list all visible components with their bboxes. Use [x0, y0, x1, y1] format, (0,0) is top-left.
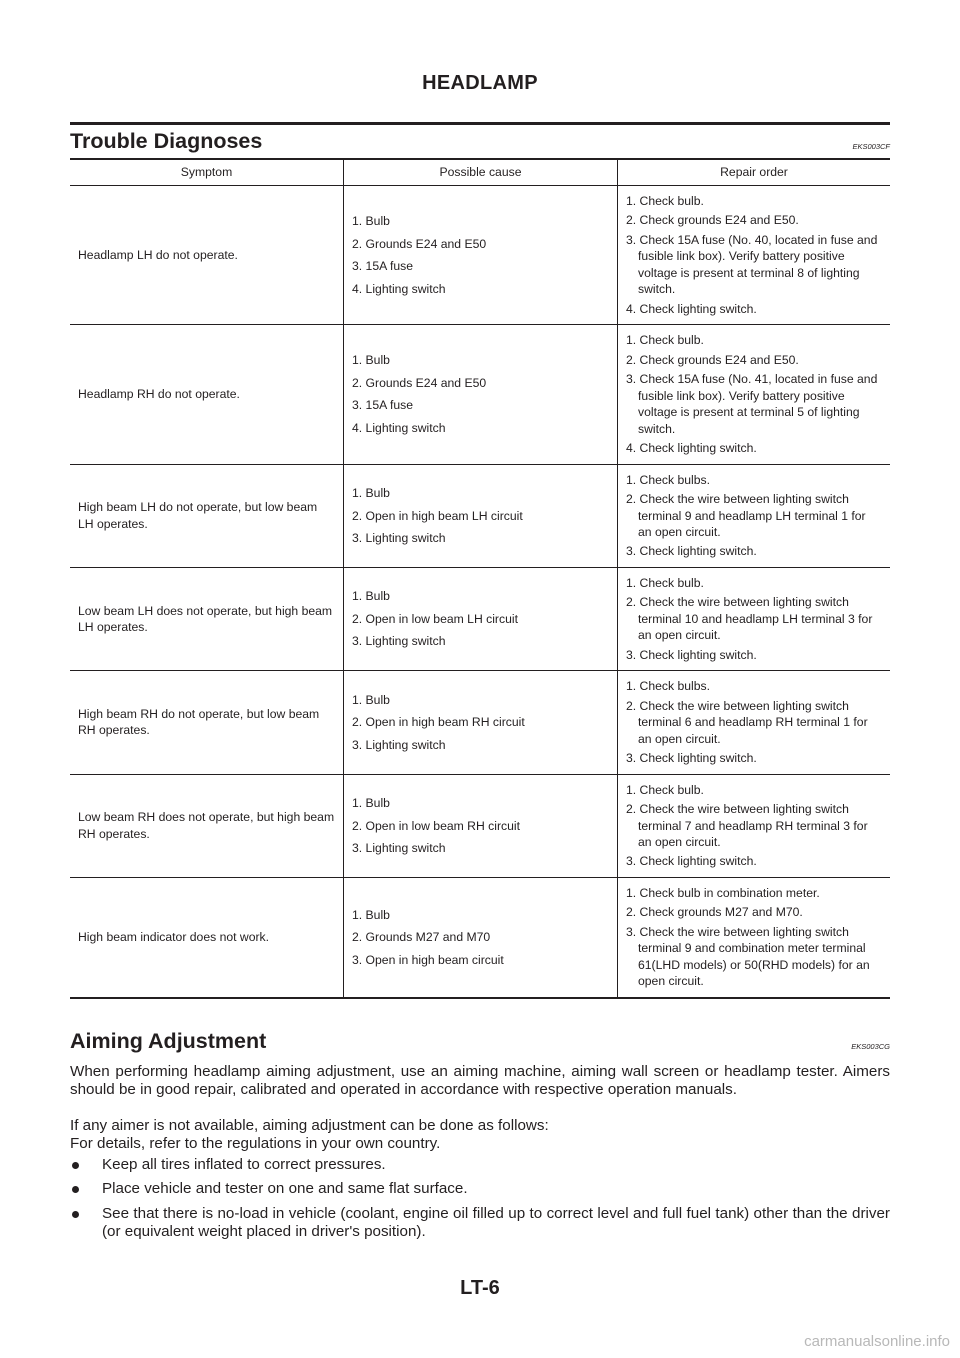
- cause-item: 3. 15A fuse: [352, 398, 413, 413]
- bullet-text: Keep all tires inflated to correct pressures.: [102, 1156, 386, 1173]
- repair-step: 3. Check lighting switch.: [626, 544, 757, 559]
- page-header-title: HEADLAMP: [422, 72, 538, 94]
- symptom-cell: Headlamp LH do not operate.: [70, 186, 344, 325]
- repair-step: 1. Check bulb.: [626, 575, 704, 590]
- possible-cause-cell: [344, 671, 618, 774]
- repair-step: 3. Check 15A fuse (No. 41, located in fuse and fusible link box). Verify battery positive voltage is present at terminal 5 of lighting switch.: [626, 372, 878, 436]
- possible-cause-cell: [344, 877, 618, 997]
- list-item: [70, 1205, 890, 1242]
- cause-item: 1. Bulb: [352, 589, 390, 604]
- cause-item: 1. Bulb: [352, 353, 390, 368]
- bullet-icon: [72, 1186, 79, 1193]
- repair-order-cell: [618, 186, 891, 325]
- cause-item: 4. Lighting switch: [352, 281, 446, 296]
- repair-step: 4. Check lighting switch.: [626, 301, 757, 316]
- repair-order-cell: [618, 325, 891, 464]
- cause-item: 4. Lighting switch: [352, 420, 446, 435]
- repair-order-cell-list: [626, 678, 882, 766]
- table-row: [70, 464, 890, 567]
- repair-step: 1. Check bulb.: [626, 333, 704, 348]
- possible-cause-cell: [344, 774, 618, 877]
- repair-step: 2. Check the wire between lighting switch terminal 10 and headlamp LH terminal 3 for an open circuit.: [626, 595, 873, 643]
- cause-item: 1. Bulb: [352, 692, 390, 707]
- possible-cause-cell-list: [352, 795, 609, 856]
- bullet-text: See that there is no-load in vehicle (coolant, engine oil filled up to correct level and full fuel tank) other than the driver (or equivalent weight placed in driver's position).: [102, 1204, 890, 1240]
- cause-item: 2. Open in high beam LH circuit: [352, 508, 523, 523]
- list-item: [70, 1156, 890, 1174]
- symptom-cell: Low beam RH does not operate, but high beam RH operates.: [70, 774, 344, 877]
- repair-step: 3. Check lighting switch.: [626, 751, 757, 766]
- bullet-text: Place vehicle and tester on one and same flat surface.: [102, 1180, 468, 1198]
- cause-item: 2. Open in high beam RH circuit: [352, 715, 525, 730]
- paragraph-line: For details, refer to the regulations in your own country.: [70, 1135, 441, 1153]
- repair-order-cell-list: [626, 782, 882, 870]
- table-row: [70, 671, 890, 774]
- repair-order-cell: [618, 464, 891, 567]
- repair-step: 3. Check 15A fuse (No. 40, located in fuse and fusible link box). Verify battery positive voltage is present at terminal 8 of lighting switch.: [626, 232, 878, 297]
- symptom-cell: High beam indicator does not work.: [78, 930, 270, 945]
- cause-item: 1. Bulb: [352, 486, 390, 501]
- cause-item: 3. Lighting switch: [352, 634, 446, 649]
- cause-item: 1. Bulb: [352, 907, 390, 922]
- repair-step: 3. Check lighting switch.: [626, 647, 757, 662]
- symptom-cell: High beam RH do not operate, but low beam RH operates.: [70, 671, 344, 774]
- aiming-adjustment-heading: [70, 1024, 890, 1054]
- list-item: [70, 1180, 890, 1198]
- repair-step: 2. Check grounds M27 and M70.: [626, 905, 803, 920]
- table-row: [70, 567, 890, 670]
- symptom-cell: Headlamp RH do not operate.: [70, 325, 344, 464]
- table-row: [70, 774, 890, 877]
- cause-item: 2. Grounds E24 and E50: [352, 236, 487, 251]
- repair-order-cell-list: [626, 575, 882, 663]
- watermark: carmanualsonline.info: [804, 1333, 950, 1350]
- symptom-cell: Low beam LH does not operate, but high beam LH operates.: [70, 567, 344, 670]
- possible-cause-cell: [344, 186, 618, 325]
- table-row: [70, 186, 890, 325]
- cause-item: 1. Bulb: [352, 214, 390, 229]
- cause-item: 1. Bulb: [352, 796, 390, 811]
- repair-step: 4. Check lighting switch.: [626, 441, 757, 456]
- section-code: EKS003CG: [851, 1042, 890, 1051]
- repair-step: 2. Check grounds E24 and E50.: [626, 352, 799, 367]
- cause-item: 2. Open in low beam LH circuit: [352, 611, 518, 626]
- repair-order-cell: [618, 877, 891, 997]
- symptom-cell: High beam LH do not operate, but low beam LH operates.: [70, 464, 344, 567]
- repair-order-cell: [618, 671, 891, 774]
- table-header-row: [70, 159, 890, 186]
- possible-cause-cell-list: [352, 692, 609, 753]
- aiming-bullet-list: [70, 1156, 890, 1247]
- cause-item: 3. Open in high beam circuit: [352, 952, 504, 967]
- possible-cause-cell-list: [352, 352, 609, 436]
- repair-step: 2. Check grounds E24 and E50.: [626, 213, 799, 228]
- section-code: EKS003CF: [852, 142, 890, 151]
- cause-item: 3. Lighting switch: [352, 841, 446, 855]
- repair-step: 3. Check the wire between lighting switch terminal 9 and combination meter terminal 61(LHD models) or 50(RHD models) for an open circuit.: [626, 924, 870, 989]
- possible-cause-cell: [344, 567, 618, 670]
- repair-step: 3. Check lighting switch.: [626, 854, 757, 869]
- column-header-symptom: Symptom: [70, 159, 344, 186]
- table-body: [70, 186, 890, 998]
- cause-item: 2. Grounds E24 and E50: [352, 375, 487, 390]
- bullet-icon: [72, 1211, 79, 1218]
- possible-cause-cell-list: [352, 213, 609, 297]
- repair-order-cell: [618, 567, 891, 670]
- section-title: Trouble Diagnoses: [70, 129, 263, 153]
- page-number: LT-6: [460, 1277, 500, 1299]
- cause-item: 3. 15A fuse: [352, 259, 413, 274]
- repair-step: 1. Check bulb.: [626, 194, 704, 208]
- repair-order-cell-list: [626, 885, 882, 990]
- aiming-paragraph-1: When performing headlamp aiming adjustment, use an aiming machine, aiming wall screen or headlamp tester. Aimers should be in good repair, calibrated and operated in accordance with respective operation manuals.: [70, 1063, 890, 1099]
- possible-cause-cell-list: [352, 485, 609, 546]
- column-header-repair-order: Repair order: [618, 159, 891, 186]
- repair-order-cell: [618, 774, 891, 877]
- possible-cause-cell: [344, 464, 618, 567]
- repair-step: 1. Check bulbs.: [626, 472, 711, 487]
- cause-item: 2. Grounds M27 and M70: [352, 930, 491, 945]
- repair-order-cell-list: [626, 193, 882, 317]
- repair-order-cell-list: [626, 472, 882, 560]
- possible-cause-cell: [344, 325, 618, 464]
- possible-cause-cell-list: [352, 588, 609, 649]
- possible-cause-cell-list: [352, 907, 609, 968]
- repair-step: 2. Check the wire between lighting switch terminal 7 and headlamp RH terminal 3 for an open circuit.: [626, 802, 868, 849]
- repair-step: 2. Check the wire between lighting switch terminal 9 and headlamp LH terminal 1 for an open circuit.: [626, 492, 866, 539]
- cause-item: 2. Open in low beam RH circuit: [352, 818, 520, 833]
- table-row: [70, 877, 890, 997]
- cause-item: 3. Lighting switch: [352, 737, 446, 752]
- column-header-possible-cause: Possible cause: [344, 159, 618, 186]
- repair-order-cell-list: [626, 332, 882, 456]
- aiming-paragraph-2: [70, 1117, 890, 1154]
- trouble-diagnoses-table: [70, 158, 890, 999]
- cause-item: 3. Lighting switch: [352, 530, 446, 545]
- repair-step: 1. Check bulb.: [626, 782, 704, 797]
- trouble-diagnoses-heading: [70, 124, 890, 154]
- section-title: Aiming Adjustment: [70, 1029, 267, 1053]
- bullet-icon: [72, 1162, 79, 1169]
- repair-step: 2. Check the wire between lighting switch terminal 6 and headlamp RH terminal 1 for an open circuit.: [626, 698, 868, 746]
- repair-step: 1. Check bulb in combination meter.: [626, 885, 820, 900]
- repair-step: 1. Check bulbs.: [626, 679, 711, 694]
- table-row: [70, 325, 890, 464]
- paragraph-line: If any aimer is not available, aiming adjustment can be done as follows:: [70, 1117, 549, 1134]
